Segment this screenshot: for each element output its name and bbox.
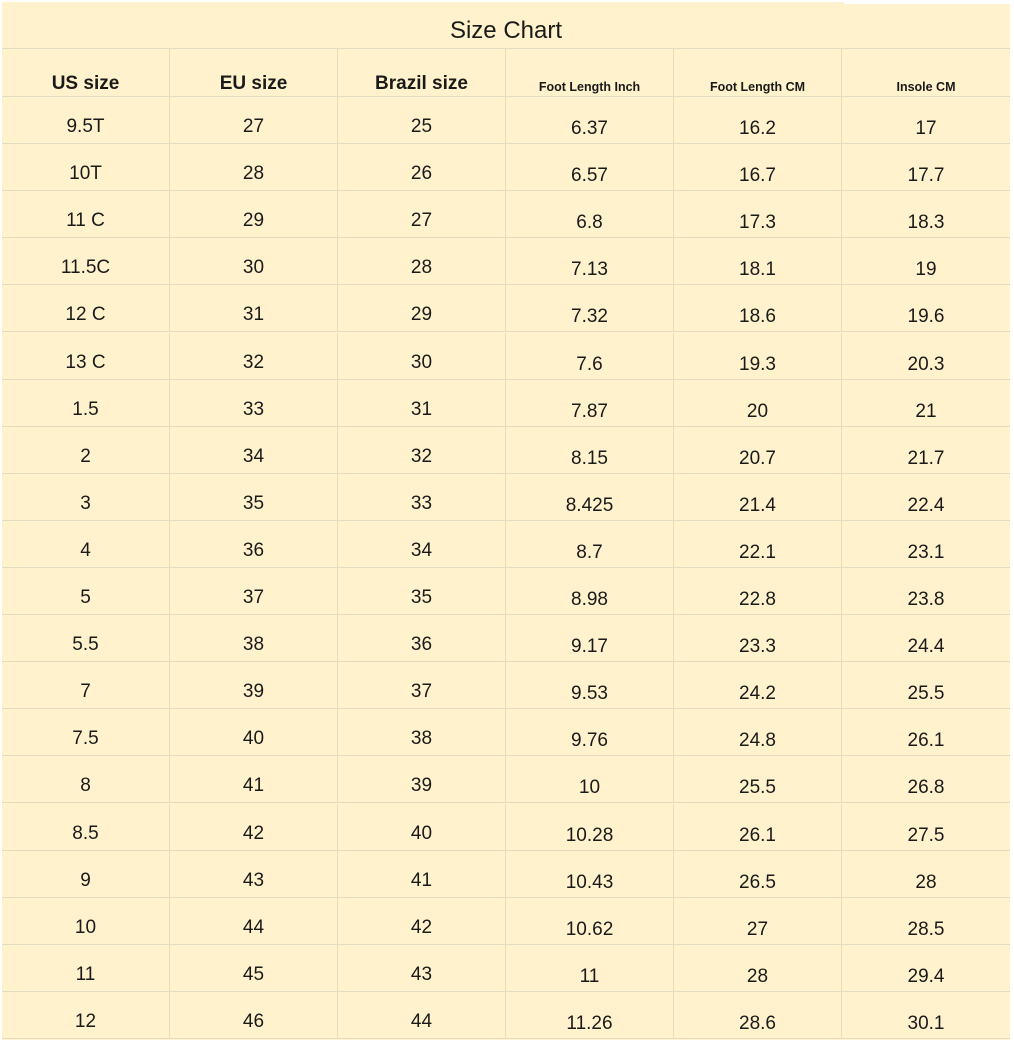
cell-brazil-size: 40 [338, 804, 506, 850]
cell-us-size: 5.5 [2, 615, 170, 661]
cell-foot-length-inch: 8.15 [506, 427, 674, 473]
cell-foot-length-cm: 23.3 [674, 615, 842, 661]
corner-border [844, 0, 1014, 4]
cell-foot-length-inch: 7.32 [506, 285, 674, 331]
cell-foot-length-inch: 7.6 [506, 333, 674, 379]
cell-brazil-size: 42 [338, 898, 506, 944]
cell-insole-cm: 24.4 [907, 636, 945, 658]
cell-foot-length-inch: 6.37 [506, 97, 674, 143]
cell-foot-length-inch: 9.17 [506, 615, 674, 661]
chart-title: Size Chart [2, 2, 1010, 49]
cell-us-size: 11.5C [2, 238, 170, 284]
cell-foot-length-inch: 7.13 [506, 238, 674, 284]
cell-us-size: 9.5T [2, 97, 170, 143]
cell-us-size: 12 [2, 992, 170, 1038]
table-row [2, 521, 1010, 568]
cell-us-size: 12 C [2, 285, 170, 331]
cell-brazil-size: 44 [338, 992, 506, 1038]
cell-insole-cm: 21 [915, 400, 937, 422]
table-row [2, 992, 1010, 1039]
header-eu-size: EU size [170, 49, 338, 96]
cell-brazil-size: 28 [338, 238, 506, 284]
table-row [2, 615, 1010, 662]
cell-eu-size: 36 [170, 521, 338, 567]
cell-insole-cm: 21.7 [907, 447, 945, 469]
cell-us-size: 3 [2, 474, 170, 520]
table-row [2, 238, 1010, 285]
cell-foot-length-inch: 10 [506, 756, 674, 802]
table-row [2, 285, 1010, 332]
cell-us-size: 7.5 [2, 709, 170, 755]
header-foot-length-cm: Foot Length CM [674, 49, 842, 96]
cell-brazil-size: 34 [338, 521, 506, 567]
cell-insole-cm: 17 [915, 118, 937, 140]
cell-insole-cm: 19 [915, 259, 937, 281]
cell-brazil-size: 25 [338, 97, 506, 143]
cell-foot-length-cm: 28 [674, 945, 842, 991]
cell-brazil-size: 36 [338, 615, 506, 661]
cell-brazil-size: 33 [338, 474, 506, 520]
cell-insole-cm: 28.5 [907, 918, 945, 940]
cell-brazil-size: 29 [338, 285, 506, 331]
table-row [2, 427, 1010, 474]
cell-brazil-size: 43 [338, 945, 506, 991]
cell-brazil-size: 32 [338, 427, 506, 473]
cell-eu-size: 27 [170, 97, 338, 143]
cell-insole-cm: 28 [915, 871, 937, 893]
cell-brazil-size: 37 [338, 662, 506, 708]
cell-eu-size: 42 [170, 804, 338, 850]
cell-eu-size: 43 [170, 851, 338, 897]
cell-insole-cm: 23.8 [907, 589, 945, 611]
cell-eu-size: 30 [170, 238, 338, 284]
cell-us-size: 5 [2, 568, 170, 614]
cell-insole-cm: 22.4 [907, 494, 945, 516]
cell-foot-length-inch: 11.26 [506, 992, 674, 1038]
table-row [2, 898, 1010, 945]
cell-us-size: 13 C [2, 333, 170, 379]
cell-brazil-size: 31 [338, 380, 506, 426]
cell-eu-size: 33 [170, 380, 338, 426]
cell-insole-cm: 17.7 [907, 165, 945, 187]
header-row [2, 49, 1010, 97]
cell-foot-length-cm: 17.3 [674, 191, 842, 237]
cell-brazil-size: 38 [338, 709, 506, 755]
cell-us-size: 10T [2, 144, 170, 190]
cell-insole-cm: 25.5 [907, 683, 945, 705]
cell-eu-size: 39 [170, 662, 338, 708]
cell-brazil-size: 26 [338, 144, 506, 190]
cell-foot-length-inch: 10.28 [506, 804, 674, 850]
cell-eu-size: 46 [170, 992, 338, 1038]
cell-us-size: 11 [2, 945, 170, 991]
cell-brazil-size: 41 [338, 851, 506, 897]
cell-foot-length-inch: 6.8 [506, 191, 674, 237]
cell-foot-length-cm: 20.7 [674, 427, 842, 473]
cell-brazil-size: 30 [338, 333, 506, 379]
cell-foot-length-cm: 24.8 [674, 709, 842, 755]
cell-us-size: 8 [2, 756, 170, 802]
cell-eu-size: 35 [170, 474, 338, 520]
table-row [2, 568, 1010, 615]
cell-insole-cm: 18.3 [907, 212, 945, 234]
cell-foot-length-cm: 26.5 [674, 851, 842, 897]
cell-brazil-size: 27 [338, 191, 506, 237]
cell-foot-length-inch: 6.57 [506, 144, 674, 190]
table-row [2, 144, 1010, 191]
cell-insole-cm: 23.1 [907, 541, 945, 563]
cell-foot-length-inch: 10.43 [506, 851, 674, 897]
cell-eu-size: 34 [170, 427, 338, 473]
cell-us-size: 8.5 [2, 804, 170, 850]
cell-foot-length-cm: 19.3 [674, 333, 842, 379]
cell-eu-size: 40 [170, 709, 338, 755]
cell-foot-length-cm: 25.5 [674, 756, 842, 802]
cell-foot-length-cm: 18.6 [674, 285, 842, 331]
cell-insole-cm: 27.5 [907, 824, 945, 846]
cell-foot-length-cm: 24.2 [674, 662, 842, 708]
table-row [2, 851, 1010, 898]
cell-eu-size: 45 [170, 945, 338, 991]
cell-eu-size: 32 [170, 333, 338, 379]
cell-us-size: 9 [2, 851, 170, 897]
cell-foot-length-cm: 26.1 [674, 804, 842, 850]
cell-insole-cm: 29.4 [907, 965, 945, 987]
cell-foot-length-inch: 9.76 [506, 709, 674, 755]
table-row [2, 662, 1010, 709]
header-brazil-size: Brazil size [338, 49, 506, 96]
cell-foot-length-inch: 8.98 [506, 568, 674, 614]
cell-us-size: 7 [2, 662, 170, 708]
cell-us-size: 1.5 [2, 380, 170, 426]
cell-foot-length-cm: 22.8 [674, 568, 842, 614]
cell-brazil-size: 39 [338, 756, 506, 802]
cell-brazil-size: 35 [338, 568, 506, 614]
cell-foot-length-inch: 7.87 [506, 380, 674, 426]
cell-foot-length-cm: 20 [674, 380, 842, 426]
table-row [2, 804, 1010, 851]
cell-foot-length-cm: 18.1 [674, 238, 842, 284]
table-row [2, 380, 1010, 427]
cell-eu-size: 38 [170, 615, 338, 661]
size-chart-sheet [2, 2, 1010, 1040]
header-insole-cm: Insole CM [896, 79, 956, 94]
cell-foot-length-cm: 16.2 [674, 97, 842, 143]
cell-us-size: 2 [2, 427, 170, 473]
cell-us-size: 10 [2, 898, 170, 944]
cell-foot-length-cm: 28.6 [674, 992, 842, 1038]
cell-us-size: 4 [2, 521, 170, 567]
cell-foot-length-cm: 22.1 [674, 521, 842, 567]
cell-foot-length-inch: 8.7 [506, 521, 674, 567]
header-us-size: US size [2, 49, 170, 96]
cell-insole-cm: 26.8 [907, 777, 945, 799]
cell-us-size: 11 C [2, 191, 170, 237]
cell-foot-length-inch: 8.425 [506, 474, 674, 520]
cell-eu-size: 31 [170, 285, 338, 331]
cell-insole-cm: 30.1 [907, 1012, 945, 1034]
cell-eu-size: 44 [170, 898, 338, 944]
cell-eu-size: 28 [170, 144, 338, 190]
cell-eu-size: 41 [170, 756, 338, 802]
table-row [2, 191, 1010, 238]
cell-foot-length-cm: 16.7 [674, 144, 842, 190]
cell-eu-size: 37 [170, 568, 338, 614]
cell-insole-cm: 20.3 [907, 353, 945, 375]
cell-foot-length-inch: 9.53 [506, 662, 674, 708]
cell-insole-cm: 26.1 [907, 730, 945, 752]
cell-foot-length-cm: 27 [674, 898, 842, 944]
table-row [2, 97, 1010, 144]
table-row [2, 945, 1010, 992]
cell-foot-length-inch: 10.62 [506, 898, 674, 944]
table-row [2, 333, 1010, 380]
header-foot-length-inch: Foot Length Inch [506, 49, 674, 96]
right-border [1010, 0, 1014, 1040]
cell-eu-size: 29 [170, 191, 338, 237]
table-row [2, 756, 1010, 803]
table-row [2, 474, 1010, 521]
cell-foot-length-inch: 11 [506, 945, 674, 991]
table-row [2, 709, 1010, 756]
cell-foot-length-cm: 21.4 [674, 474, 842, 520]
cell-insole-cm: 19.6 [907, 306, 945, 328]
